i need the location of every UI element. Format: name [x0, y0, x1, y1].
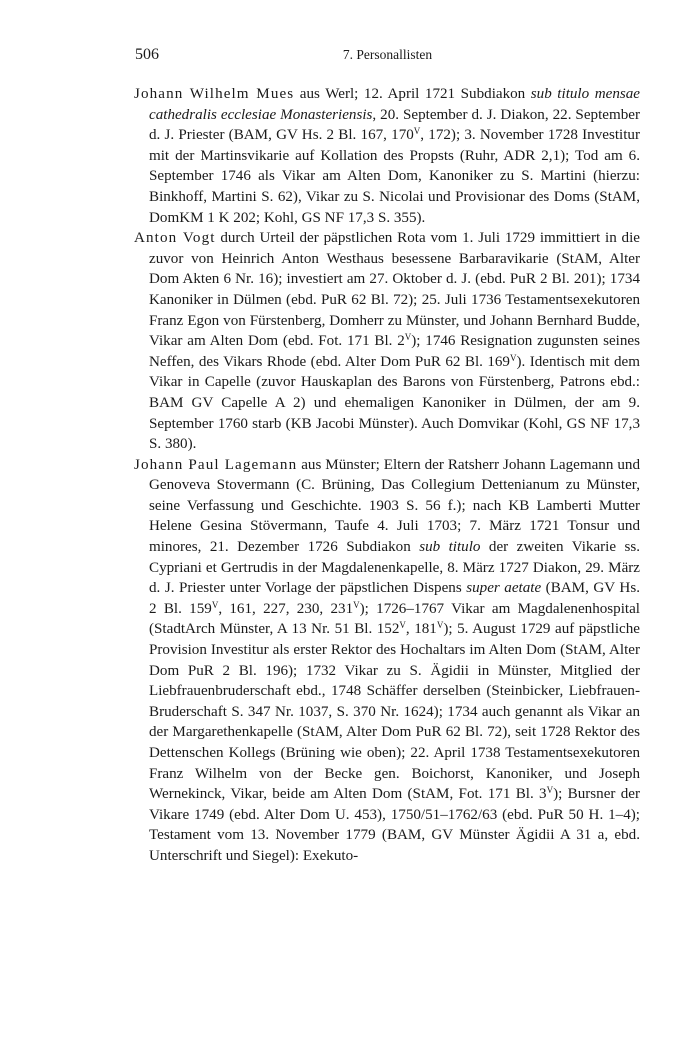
entry-text: ); 1746 Resignation zugunsten seines Neffen, des Vikars Rhode (ebd. Alter Dom PuR 62 Bl. 169 [149, 333, 640, 370]
entry-text: der zweiten Vikarie ss. Cypriani et Gertrudis in der Magdalenenkapelle, 8. März 1727 Diakon, 29. März d. J. Priester unter Vorlage der päpstlichen Dispens [149, 539, 641, 597]
entry-text: , 172); 3. November 1728 Investitur mit der Martinsvikarie auf Kollation des Propsts (Ruhr, ADR 2,1); Tod am 6. September 1746 als Vikar am Alten Dom, Kanoniker zu S. Martini (hierzu: Binkhoff, Martini S. 62), Vikar zu S. Nicolai und Provisionar des Doms (StAM, DomKM 1 K 202; Kohl, GS NF 17,3 S. 355). [149, 127, 641, 226]
entry-text: , 20. September d. J. Diakon, 22. September d. J. Priester (BAM, GV Hs. 2 Bl. 167, 170 [149, 106, 640, 144]
verso-superscript: V [399, 620, 406, 631]
entry-text: ); 5. August 1729 auf päpstliche Provision Investitur als erster Rektor des Hochaltars im Alten Dom (StAM, Alter Dom PuR 2 Bl. 196); 1732 Vikar zu S. Ägidii in Münster, Mitglied der Liebfrauenbruderschaft ebd., 1748 Schäffer derselben (Steinbicker, Liebfrauen-Bruderschaft S. 347 Nr. 1037, S. 370 Nr. 1624); 1734 auch genannt als Vikar an der Margarethenkapelle (StAM, Alter Dom PuR 62 Bl. 72), seit 1728 Rektor des Dettenschen Kollegs (Brüning wie oben); 22. April 1738 Testamentsexekutoren Franz Wilhelm von der Becke gen. Boichorst, Kanoniker, und Joseph Wernekinck, Vikar, beide am Alten Dom (StAM, Fot. 171 Bl. 3 [149, 621, 640, 803]
running-head: 7. Personallisten [342, 47, 433, 62]
verso-superscript: V [413, 126, 421, 137]
verso-superscript: V [546, 785, 554, 796]
entry-text: ); Bursner der Vikare 1749 (ebd. Alter Dom U. 453), 1750/51–1762/63 (ebd. PuR 50 H. 1–4); Testament vom 13. November 1779 (BAM, GV Münster Ägidii A 31 a, ebd. Unterschrift und Siegel): Exekuto- [149, 786, 641, 864]
entry-text: durch Urteil der päpstlichen Rota vom 1. Juli 1729 immittiert in die zuvor von Heinrich Anton Westhaus besessene Barbaravikarie (StAM, Alter Dom Akten 6 Nr. 16); investiert am 27. Oktober d. J. (ebd. PuR 2 Bl. 201); 1734 Kanoniker in Dülmen (ebd. PuR 62 Bl. 72); 25. Juli 1736 Testamentsexekutoren Franz Egon von Fürstenberg, Domherr zu Münster, und Johann Bernhard Budde, Vikar am Alten Dom (ebd. Fot. 171 Bl. 2 [149, 230, 640, 350]
entry-text: ); 1726–1767 Vikar am Magdalenenhospital (StadtArch Münster, A 13 Nr. 51 Bl. 152 [149, 600, 640, 638]
page-header [135, 46, 640, 68]
person-name: Johann Wilhelm Mues [134, 86, 295, 102]
person-entry [134, 455, 640, 867]
page-number: 506 [135, 46, 159, 63]
entry-text: , 161, 227, 230, 231 [218, 600, 354, 617]
person-name: Johann Paul Lagemann [134, 456, 298, 473]
entry-text: aus Münster; Eltern der Ratsherr Johann Lagemann und Genoveva Stovermann (C. Brüning, Das Collegium Dettenianum zu Münster, seine Verfassung und Geschichte. 1903 S. 56 f.); nach KB Lamberti Mutter Helene Gesina Stövermann, Taufe 4. Juli 1703; 7. März 1721 Tonsur und minores, 21. Dezember 1726 Subdiakon [149, 456, 640, 556]
person-entry [134, 228, 640, 455]
latin-phrase: sub titulo mensae cathedralis ecclesiae Monasteriensis [149, 86, 640, 123]
entry-text: aus Werl; 12. April 1721 Subdiakon [294, 86, 531, 102]
entry-text: , 181 [405, 621, 437, 638]
latin-phrase: sub titulo [419, 539, 481, 556]
entry-text: (BAM, GV Hs. 2 Bl. 159 [149, 580, 640, 617]
entry-text: ). Identisch mit dem Vikar in Capelle (zuvor Hauskaplan des Barons von Fürstenberg, Patrons ebd.: BAM GV Capelle A 2) und ehemaligen Kanoniker in Dülmen, der am 9. September 1760 starb (KB Jacobi Münster). Auch Domvikar (Kohl, GS NF 17,3 S. 380). [149, 353, 640, 453]
person-name: Anton Vogt [134, 230, 216, 247]
latin-phrase: super aetate [466, 580, 542, 597]
verso-superscript: V [509, 352, 517, 363]
document-body [134, 84, 640, 867]
verso-superscript: V [436, 620, 444, 631]
person-entry [134, 84, 640, 228]
verso-superscript: V [353, 599, 360, 610]
verso-superscript: V [211, 599, 219, 610]
verso-superscript: V [404, 332, 412, 343]
